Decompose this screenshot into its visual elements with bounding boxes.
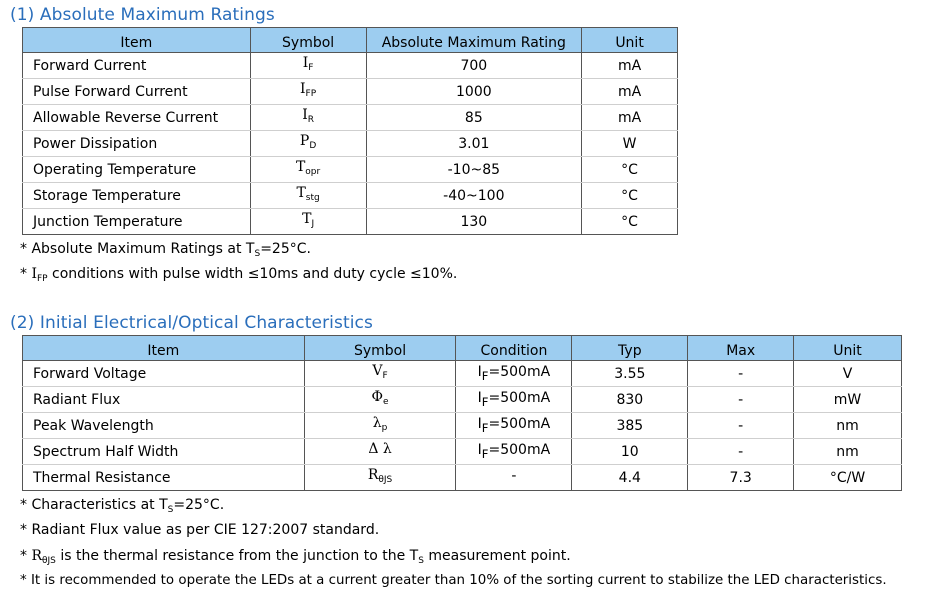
item-cell: Thermal Resistance bbox=[23, 465, 305, 491]
note-absolute-ratings bbox=[20, 241, 311, 259]
table-row bbox=[23, 413, 902, 439]
typ-cell: 3.55 bbox=[572, 361, 688, 387]
unit-cell: mW bbox=[794, 387, 902, 413]
note-text: * Radiant Flux value as per CIE 127:2007 standard. bbox=[20, 522, 380, 538]
note-subscript: S bbox=[418, 556, 424, 566]
item-cell: Power Dissipation bbox=[23, 131, 251, 157]
rating-cell: 1000 bbox=[366, 79, 582, 105]
rating-cell: -10~85 bbox=[366, 157, 582, 183]
condition-cell bbox=[456, 387, 572, 413]
condition-cell bbox=[456, 361, 572, 387]
note-text: * It is recommended to operate the LEDs at a current greater than 10% of the sorting current to stabilize the LED characteristics. bbox=[20, 573, 887, 588]
condition-text: =500mA bbox=[488, 415, 551, 432]
symbol-text: T bbox=[295, 159, 306, 175]
unit-cell: °C bbox=[582, 157, 678, 183]
note-characteristics bbox=[20, 497, 224, 515]
symbol-text: T bbox=[296, 185, 306, 201]
table-row bbox=[23, 105, 678, 131]
condition-text: =500mA bbox=[488, 389, 551, 406]
symbol-subscript: stg bbox=[305, 193, 320, 203]
note-text: measurement point. bbox=[423, 548, 571, 564]
max-cell: - bbox=[688, 361, 794, 387]
table-row bbox=[23, 79, 678, 105]
header-typ: Typ bbox=[572, 336, 688, 361]
symbol-subscript: F bbox=[308, 63, 314, 73]
electrical-optical-table bbox=[22, 335, 902, 491]
symbol-cell bbox=[304, 413, 456, 439]
item-cell: Forward Voltage bbox=[23, 361, 305, 387]
note-subscript: S bbox=[254, 249, 261, 259]
note-radiant-flux bbox=[20, 522, 379, 538]
unit-cell: V bbox=[794, 361, 902, 387]
section-title-electrical-optical: (2) Initial Electrical/Optical Characteristics bbox=[10, 313, 373, 333]
symbol-subscript: e bbox=[383, 397, 389, 407]
note-subscript: FP bbox=[36, 274, 48, 284]
symbol-subscript: FP bbox=[305, 89, 317, 99]
max-cell: 7.3 bbox=[688, 465, 794, 491]
symbol-text: I bbox=[302, 107, 308, 123]
item-cell: Junction Temperature bbox=[23, 209, 251, 235]
note-text: =25°C. bbox=[260, 241, 311, 257]
header-condition: Condition bbox=[456, 336, 572, 361]
note-text: * bbox=[20, 548, 32, 564]
item-cell: Spectrum Half Width bbox=[23, 439, 305, 465]
rating-cell: 85 bbox=[366, 105, 582, 131]
typ-cell: 4.4 bbox=[572, 465, 688, 491]
condition-cell bbox=[456, 465, 572, 491]
header-symbol: Symbol bbox=[304, 336, 456, 361]
item-cell: Forward Current bbox=[23, 53, 251, 79]
note-subscript: θJS bbox=[42, 556, 56, 566]
rating-cell: -40~100 bbox=[366, 183, 582, 209]
rating-cell: 130 bbox=[366, 209, 582, 235]
unit-cell: mA bbox=[582, 105, 678, 131]
note-subscript: S bbox=[167, 505, 174, 515]
typ-cell: 830 bbox=[572, 387, 688, 413]
header-item: Item bbox=[23, 28, 251, 53]
symbol-text: λ bbox=[372, 415, 382, 431]
table-row bbox=[23, 53, 678, 79]
rating-cell: 3.01 bbox=[366, 131, 582, 157]
symbol-cell bbox=[304, 439, 456, 465]
unit-cell: mA bbox=[582, 53, 678, 79]
header-unit: Unit bbox=[794, 336, 902, 361]
note-text: =25°C. bbox=[173, 497, 225, 513]
item-cell: Radiant Flux bbox=[23, 387, 305, 413]
symbol-subscript: J bbox=[311, 219, 315, 229]
table-row bbox=[23, 209, 678, 235]
item-cell: Allowable Reverse Current bbox=[23, 105, 251, 131]
table-row bbox=[23, 439, 902, 465]
note-text: conditions with pulse width ≤10ms and duty cycle ≤10%. bbox=[47, 266, 458, 282]
symbol-subscript: opr bbox=[305, 167, 321, 177]
unit-cell: °C bbox=[582, 183, 678, 209]
symbol-text: I bbox=[302, 55, 309, 71]
absolute-max-table bbox=[22, 27, 678, 235]
condition-cell bbox=[456, 413, 572, 439]
section-title-absolute-max: (1) Absolute Maximum Ratings bbox=[10, 5, 275, 25]
symbol-subscript: θJS bbox=[378, 475, 393, 485]
typ-cell: 385 bbox=[572, 413, 688, 439]
unit-cell: °C/W bbox=[794, 465, 902, 491]
symbol-subscript: R bbox=[307, 115, 314, 125]
condition-cell bbox=[456, 439, 572, 465]
note-thermal-resistance bbox=[20, 548, 571, 566]
note-symbol: R bbox=[31, 548, 42, 564]
symbol-text: Δ λ bbox=[368, 441, 392, 457]
table-row bbox=[23, 131, 678, 157]
typ-cell: 10 bbox=[572, 439, 688, 465]
header-item: Item bbox=[23, 336, 305, 361]
table-row bbox=[23, 465, 902, 491]
symbol-cell bbox=[250, 105, 366, 131]
note-recommendation bbox=[20, 573, 887, 588]
symbol-text: T bbox=[302, 211, 312, 227]
table-row bbox=[23, 361, 902, 387]
rating-cell: 700 bbox=[366, 53, 582, 79]
note-text: * Characteristics at T bbox=[20, 497, 168, 513]
condition-symbol: I bbox=[477, 389, 482, 406]
symbol-subscript: D bbox=[309, 141, 317, 151]
unit-cell: nm bbox=[794, 413, 902, 439]
symbol-text: Φ bbox=[371, 389, 384, 405]
symbol-subscript: p bbox=[381, 423, 388, 433]
note-text: * Absolute Maximum Ratings at T bbox=[20, 241, 255, 257]
table-row bbox=[23, 183, 678, 209]
table-row bbox=[23, 387, 902, 413]
symbol-cell bbox=[304, 387, 456, 413]
symbol-text: I bbox=[300, 81, 306, 97]
symbol-cell bbox=[304, 361, 456, 387]
table-row bbox=[23, 157, 678, 183]
symbol-cell bbox=[250, 157, 366, 183]
symbol-cell bbox=[250, 209, 366, 235]
condition-subscript: F bbox=[481, 446, 489, 461]
note-pulse-conditions bbox=[20, 266, 457, 284]
table-header-row bbox=[23, 28, 678, 53]
condition-subscript: F bbox=[481, 394, 489, 409]
max-cell: - bbox=[688, 413, 794, 439]
symbol-text: P bbox=[299, 133, 310, 149]
symbol-cell bbox=[250, 183, 366, 209]
note-text: * bbox=[20, 266, 32, 282]
header-symbol: Symbol bbox=[250, 28, 366, 53]
condition-symbol: I bbox=[477, 363, 482, 380]
condition-symbol: I bbox=[477, 441, 482, 458]
unit-cell: °C bbox=[582, 209, 678, 235]
max-cell: - bbox=[688, 439, 794, 465]
header-unit: Unit bbox=[582, 28, 678, 53]
symbol-cell bbox=[304, 465, 456, 491]
unit-cell: W bbox=[582, 131, 678, 157]
note-symbol: I bbox=[31, 266, 37, 282]
note-text: is the thermal resistance from the junction to the T bbox=[55, 548, 419, 564]
item-cell: Pulse Forward Current bbox=[23, 79, 251, 105]
symbol-text: R bbox=[367, 467, 379, 483]
symbol-cell bbox=[250, 131, 366, 157]
symbol-text: V bbox=[372, 363, 383, 379]
condition-subscript: F bbox=[481, 420, 489, 435]
symbol-subscript: F bbox=[382, 371, 388, 381]
condition-symbol: I bbox=[477, 415, 482, 432]
item-cell: Peak Wavelength bbox=[23, 413, 305, 439]
condition-text: - bbox=[511, 467, 517, 484]
header-max: Max bbox=[688, 336, 794, 361]
symbol-cell bbox=[250, 79, 366, 105]
item-cell: Storage Temperature bbox=[23, 183, 251, 209]
unit-cell: mA bbox=[582, 79, 678, 105]
condition-text: =500mA bbox=[488, 363, 551, 380]
max-cell: - bbox=[688, 387, 794, 413]
condition-subscript: F bbox=[481, 368, 489, 383]
item-cell: Operating Temperature bbox=[23, 157, 251, 183]
table-header-row bbox=[23, 336, 902, 361]
symbol-cell bbox=[250, 53, 366, 79]
unit-cell: nm bbox=[794, 439, 902, 465]
condition-text: =500mA bbox=[488, 441, 551, 458]
header-rating: Absolute Maximum Rating bbox=[366, 28, 582, 53]
